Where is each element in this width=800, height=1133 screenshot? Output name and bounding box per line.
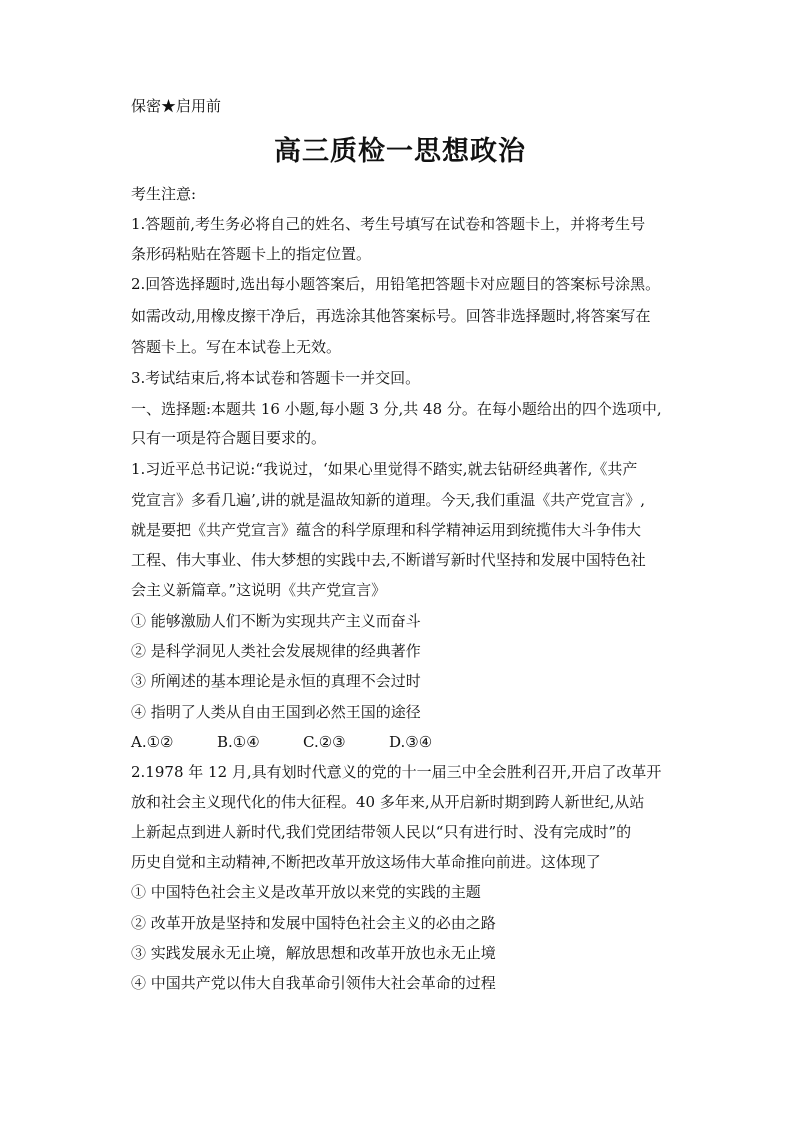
q1-stem-line: 党宣言》多看几遍’,讲的就是温故知新的道理。今天,我们重温《共产党宣言》, [131, 491, 646, 509]
notice-line: 条形码粘贴在答题卡上的指定位置。 [131, 245, 372, 263]
q1-option-c[interactable]: C.②③ [303, 733, 346, 751]
q1-item: ① 能够激励人们不断为实现共产主义而奋斗 [131, 612, 421, 630]
notice-line: 1.答题前,考生务必将自己的姓名、考生号填写在试卷和答题卡上，并将考生号 [131, 215, 646, 233]
notice-heading: 考生注意: [131, 185, 197, 203]
q2-item: ① 中国特色社会主义是改革开放以来党的实践的主题 [131, 883, 481, 901]
q1-option-d[interactable]: D.③④ [389, 733, 433, 751]
q1-stem-line: 工程、伟大事业、伟大梦想的实践中去,不断谱写新时代坚持和发展中国特色社 [131, 551, 646, 569]
q1-stem-line: 会主义新篇章。”这说明《共产党宣言》 [131, 581, 387, 599]
section-instruction: 一、选择题:本题共 16 小题,每小题 3 分,共 48 分。在每小题给出的四个选项中, [131, 400, 662, 418]
q1-option-b[interactable]: B.①④ [217, 733, 260, 751]
q2-stem-line: 放和社会主义现代化的伟大征程。40 多年来,从开启新时期到跨人新世纪,从站 [131, 793, 645, 811]
q1-options [131, 732, 475, 752]
q1-stem-line: 就是要把《共产党宣言》蕴含的科学原理和科学精神运用到统揽伟大斗争伟大 [131, 521, 642, 539]
q2-stem-line: 上新起点到进人新时代,我们党团结带领人民以“只有进行时、没有完成时”的 [131, 823, 632, 841]
q2-item: ③ 实践发展永无止境，解放思想和改革开放也永无止境 [131, 944, 496, 962]
q1-option-a[interactable]: A.①② [131, 733, 174, 751]
q2-stem-line: 历史自觉和主动精神,不断把改革开放这场伟大革命推向前进。这体现了 [131, 853, 601, 871]
q2-item: ② 改革开放是坚持和发展中国特色社会主义的必由之路 [131, 914, 496, 932]
q1-item: ④ 指明了人类从自由王国到必然王国的途径 [131, 703, 421, 721]
notice-line: 3.考试结束后,将本试卷和答题卡一并交回。 [131, 369, 421, 387]
q1-item: ③ 所阐述的基本理论是永恒的真理不会过时 [131, 672, 421, 690]
q1-item: ② 是科学洞见人类社会发展规律的经典著作 [131, 642, 421, 660]
q1-stem-line: 1.习近平总书记说:“我说过，‘如果心里觉得不踏实,就去钻研经典著作,《共产 [131, 460, 638, 478]
notice-line: 如需改动,用橡皮擦干净后，再选涂其他答案标号。回答非选择题时,将答案写在 [131, 307, 651, 325]
confidential-mark: 保密★启用前 [131, 97, 222, 115]
notice-line: 答题卡上。写在本试卷上无效。 [131, 338, 342, 356]
page-title: 高三质检一思想政治 [274, 136, 526, 167]
q2-stem-line: 2.1978 年 12 月,具有划时代意义的党的十一届三中全会胜利召开,开启了改革开 [131, 763, 662, 781]
q2-item: ④ 中国共产党以伟大自我革命引领伟大社会革命的过程 [131, 974, 496, 992]
notice-line: 2.回答选择题时,选出每小题答案后，用铅笔把答题卡对应题目的答案标号涂黑。 [131, 275, 661, 293]
section-instruction: 只有一项是符合题目要求的。 [131, 429, 327, 447]
